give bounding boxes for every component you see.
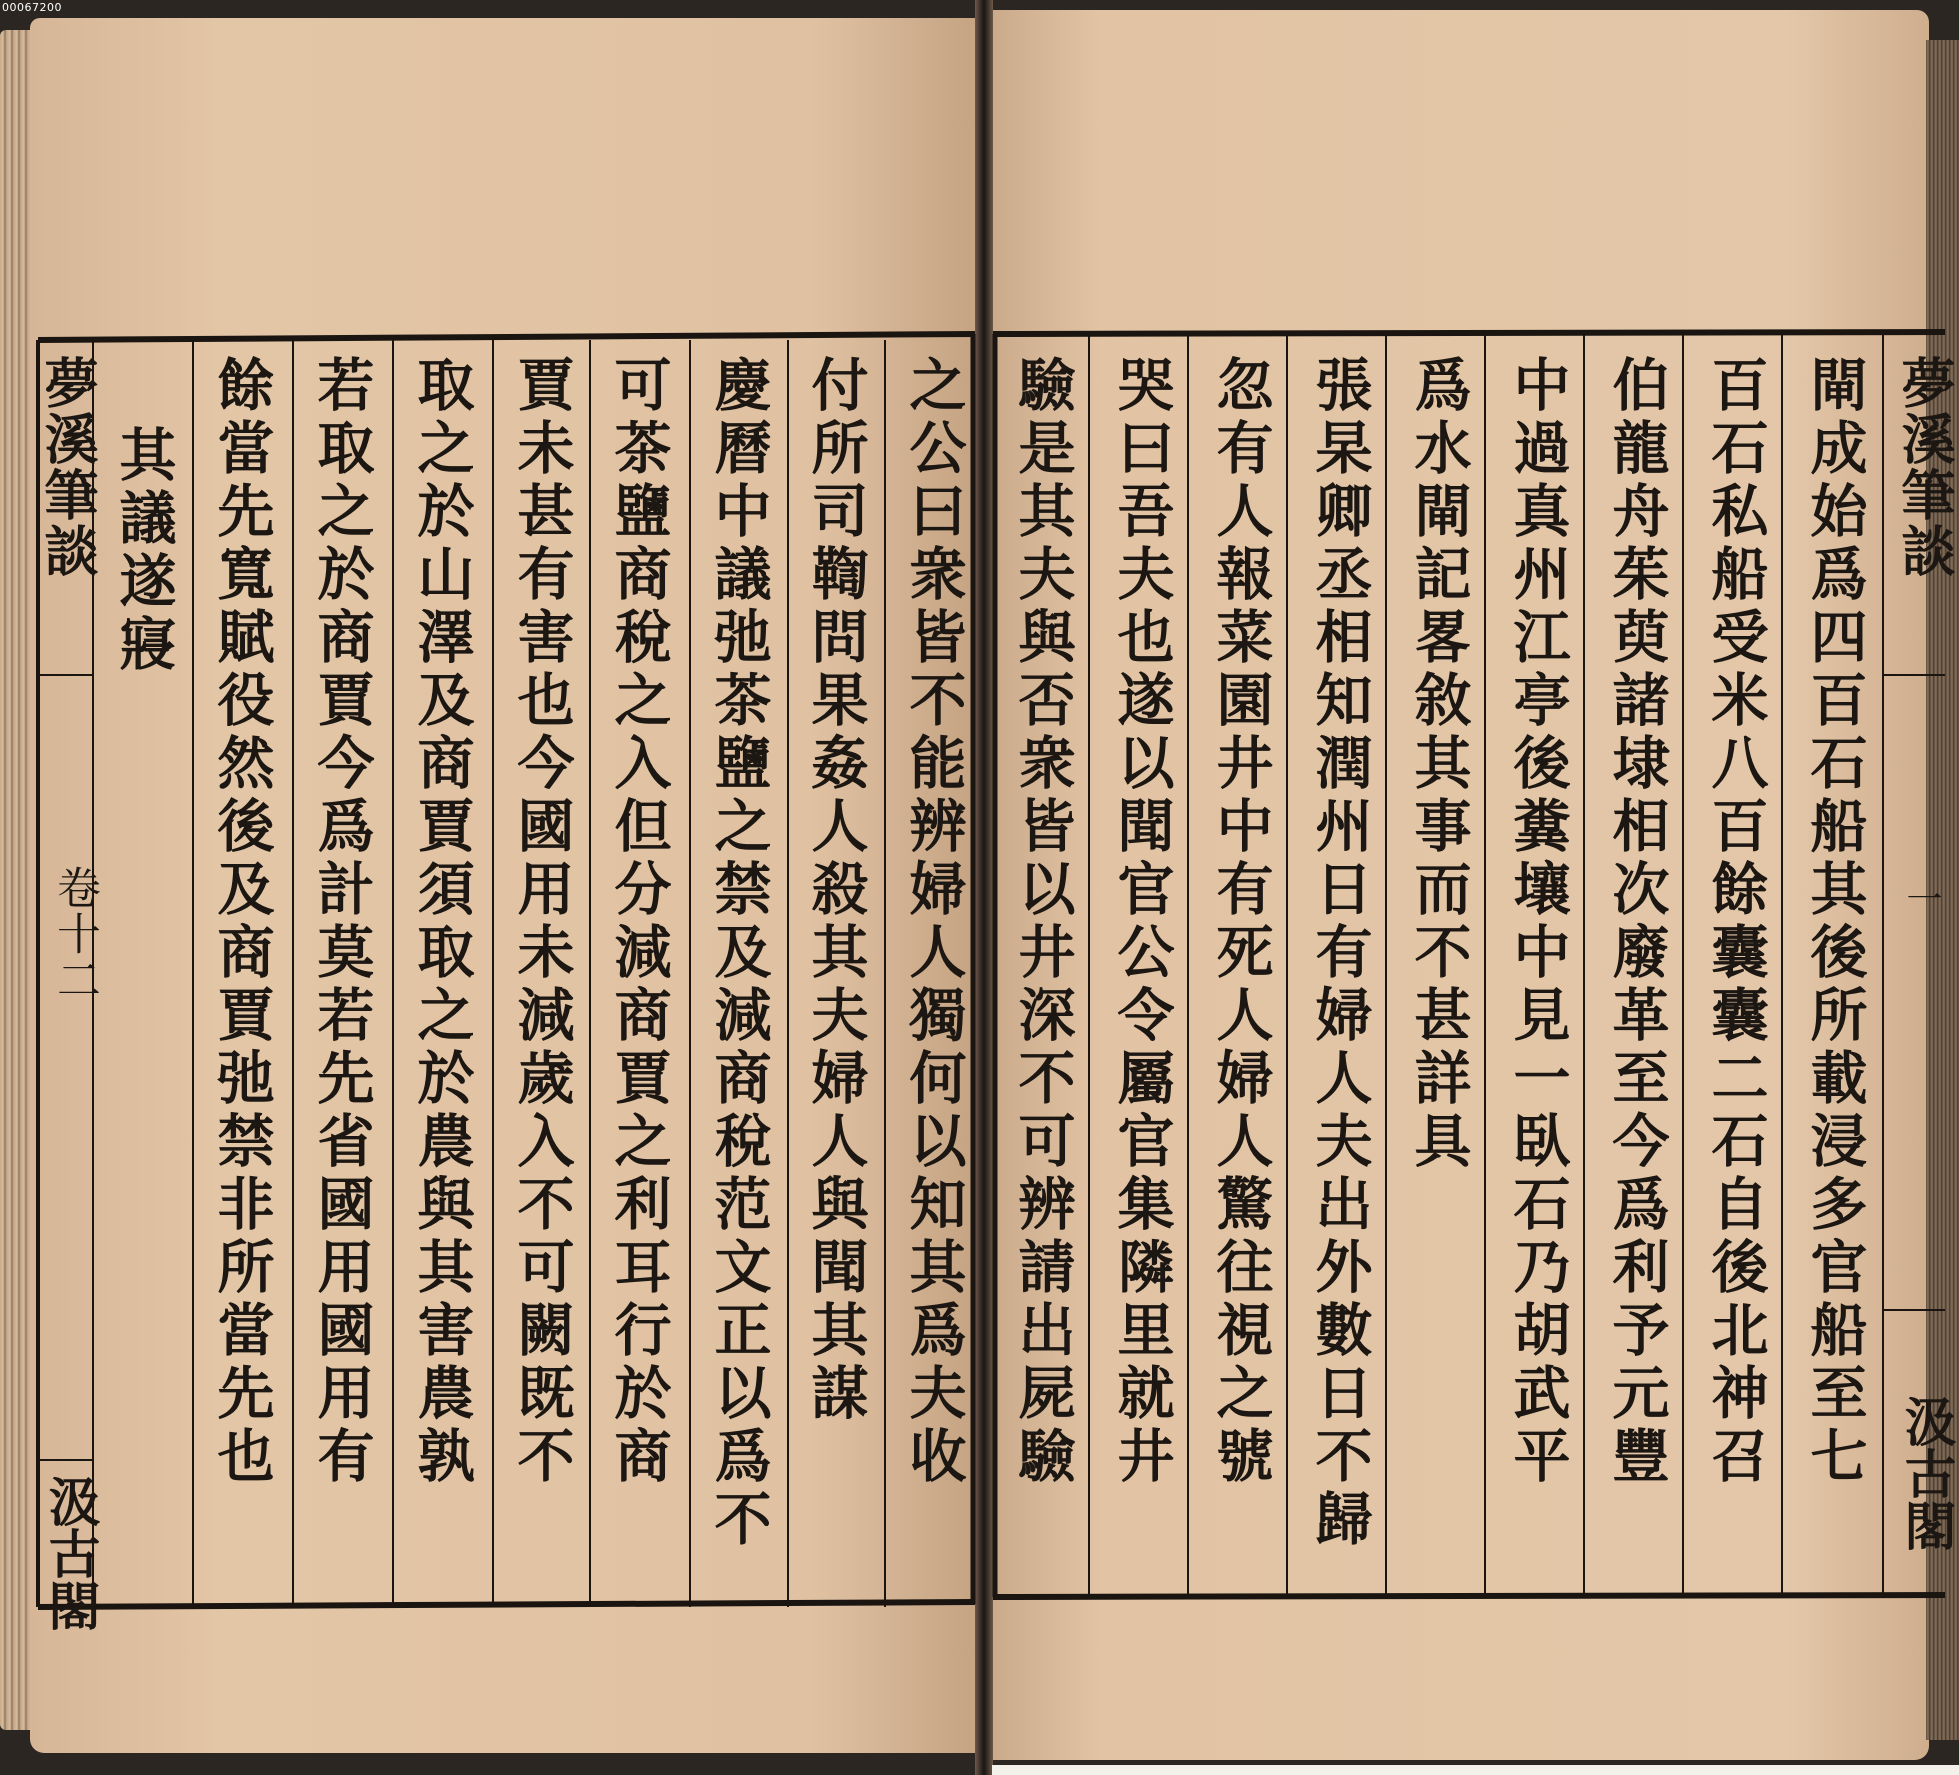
right-frame-top [993, 332, 1945, 334]
left-text-column-4: 可茶鹽商稅之入但分減商賈之利耳行於商 [605, 355, 672, 1489]
right-page-number: 一 [1901, 880, 1942, 916]
left-text-column-3: 慶曆中議弛茶鹽之禁及減商稅范文正以爲不 [705, 355, 772, 1552]
right-text-column-1: 閘成始爲四百石船其後所載浸多官船至七 [1801, 355, 1868, 1489]
right-text-column-3: 伯龍舟茱萸諸埭相次廢革至今爲利予元豐 [1603, 355, 1670, 1489]
left-frame-top [38, 334, 975, 340]
image-id-label: 00067200 [2, 1, 62, 14]
right-text-column-7: 忽有人報菜園井中有死人婦人驚往視之號 [1207, 355, 1274, 1489]
left-text-column-1: 之公曰衆皆不能辨婦人獨何以知其爲夫收 [900, 355, 967, 1489]
left-volume-label: 卷十二 [49, 865, 100, 1003]
right-text-column-8: 哭曰吾夫也遂以聞官公令屬官集隣里就井 [1108, 355, 1175, 1489]
left-book-title: 夢溪筆談 [36, 355, 100, 579]
right-text-column-6: 張杲卿丞相知潤州日有婦人夫出外數日不歸 [1306, 355, 1373, 1552]
right-text-column-9: 驗是其夫與否衆皆以井深不可辨請出屍驗 [1009, 355, 1076, 1489]
left-text-column-9: 其議遂寢 [110, 425, 177, 677]
right-text-column-4: 中過真州江亭後糞壤中見一臥石乃胡武平 [1504, 355, 1571, 1489]
right-press-name: 汲古閣 [1895, 1395, 1956, 1551]
right-text-column-2: 百石私船受米八百餘囊囊二石自後北神召 [1702, 355, 1769, 1489]
left-text-column-7: 若取之於商賈今爲計莫若先省國用國用有 [308, 355, 375, 1489]
right-book-title: 夢溪筆談 [1893, 355, 1957, 579]
left-text-column-8: 餘當先寬賦役然後及商賈弛禁非所當先也 [208, 355, 275, 1489]
right-text-column-5: 爲水閘記畧敘其事而不甚詳具 [1405, 355, 1472, 1174]
left-text-column-6: 取之於山澤及商賈須取之於農與其害農孰 [408, 355, 475, 1489]
left-text-column-2: 付所司鞫問果姦人殺其夫婦人與聞其謀 [802, 355, 869, 1426]
left-text-column-5: 賈未甚有害也今國用未減歲入不可闕既不 [508, 355, 575, 1489]
left-press-name: 汲古閣 [39, 1475, 100, 1631]
